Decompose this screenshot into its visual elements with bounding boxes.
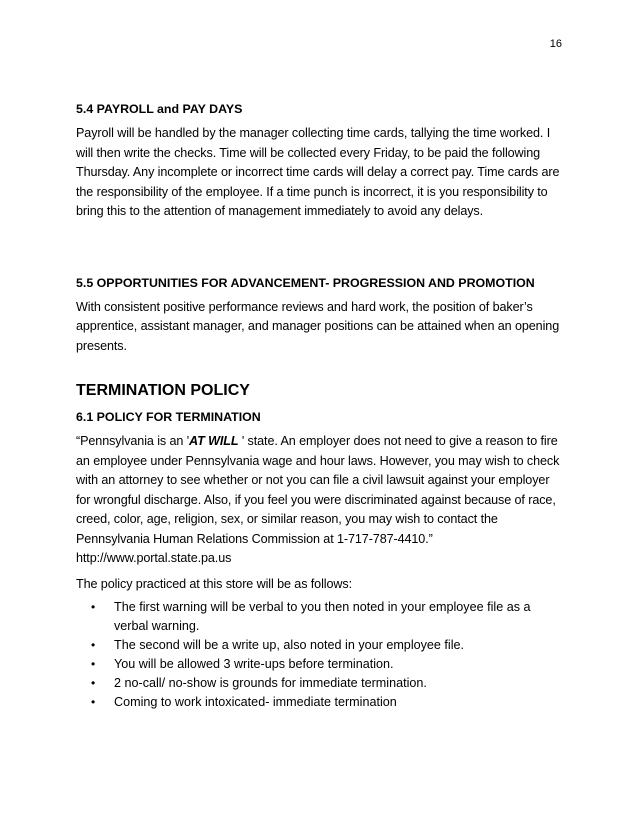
quote-text-before: “Pennsylvania is an '	[76, 434, 190, 448]
list-item-text: The second will be a write up, also noted in your employee file.	[114, 638, 465, 652]
list-item-text: Coming to work intoxicated- immediate termination	[114, 695, 397, 709]
policy-intro: The policy practiced at this store will be as follows:	[76, 576, 352, 591]
bullet-icon: •	[91, 638, 96, 652]
quote-text-after: ' state. An employer does not need to give a reason to fire an employee under Pennsylvania wage and hour laws. However, you may wish to check with an attorney to see whether or not you can file a civil lawsuit against your employer for wrongful discharge. Also, if you feel you were discriminated against because of race, creed, color, age, religion, sex, or similar reason, you may wish to contact the Pennsylvania Human Relations Commission at 1-717-787-4410.” http://www.portal.state.pa.us	[76, 434, 560, 565]
list-item-text: The first warning will be verbal to you then noted in your employee file as a verbal warning.	[114, 600, 531, 633]
termination-subheading: 6.1 POLICY FOR TERMINATION	[76, 410, 261, 424]
termination-policy-title: TERMINATION POLICY	[76, 382, 250, 399]
spacer	[76, 356, 564, 380]
page-number: 16	[549, 38, 562, 50]
list-item	[76, 693, 564, 712]
list-item-text: You will be allowed 3 write-ups before termination.	[114, 657, 394, 671]
bullet-icon: •	[91, 676, 96, 690]
bullet-icon: •	[91, 695, 96, 709]
at-will-emphasis: AT WILL	[189, 434, 239, 448]
advancement-heading: 5.5 OPPORTUNITIES FOR ADVANCEMENT- PROGRESSION AND PROMOTION	[76, 275, 535, 290]
page-content	[76, 100, 564, 712]
payroll-body: Payroll will be handled by the manager collecting time cards, tallying the time worked. I will then write the checks. Time will be collected every Friday, to be paid the following Thursday. Any incomplete or incorrect time cards will delay a correct pay. Time cards are the responsibility of the employee. If a time punch is incorrect, it is you responsibility to bring this to the attention of management immediately to avoid any delays.	[76, 126, 560, 218]
termination-quote	[76, 432, 564, 569]
advancement-body: With consistent positive performance reviews and hard work, the position of baker’s apprentice, assistant manager, and manager positions can be attained when an opening presents.	[76, 299, 560, 353]
list-item	[76, 674, 564, 693]
list-item	[76, 636, 564, 655]
list-item-text: 2 no-call/ no-show is grounds for immediate termination.	[114, 676, 427, 690]
spacer	[76, 222, 564, 274]
list-item	[76, 655, 564, 674]
bullet-icon: •	[91, 657, 96, 671]
termination-bullet-list	[76, 598, 564, 712]
bullet-icon: •	[91, 600, 96, 614]
list-item	[76, 598, 564, 636]
payroll-heading: 5.4 PAYROLL and PAY DAYS	[76, 102, 243, 116]
